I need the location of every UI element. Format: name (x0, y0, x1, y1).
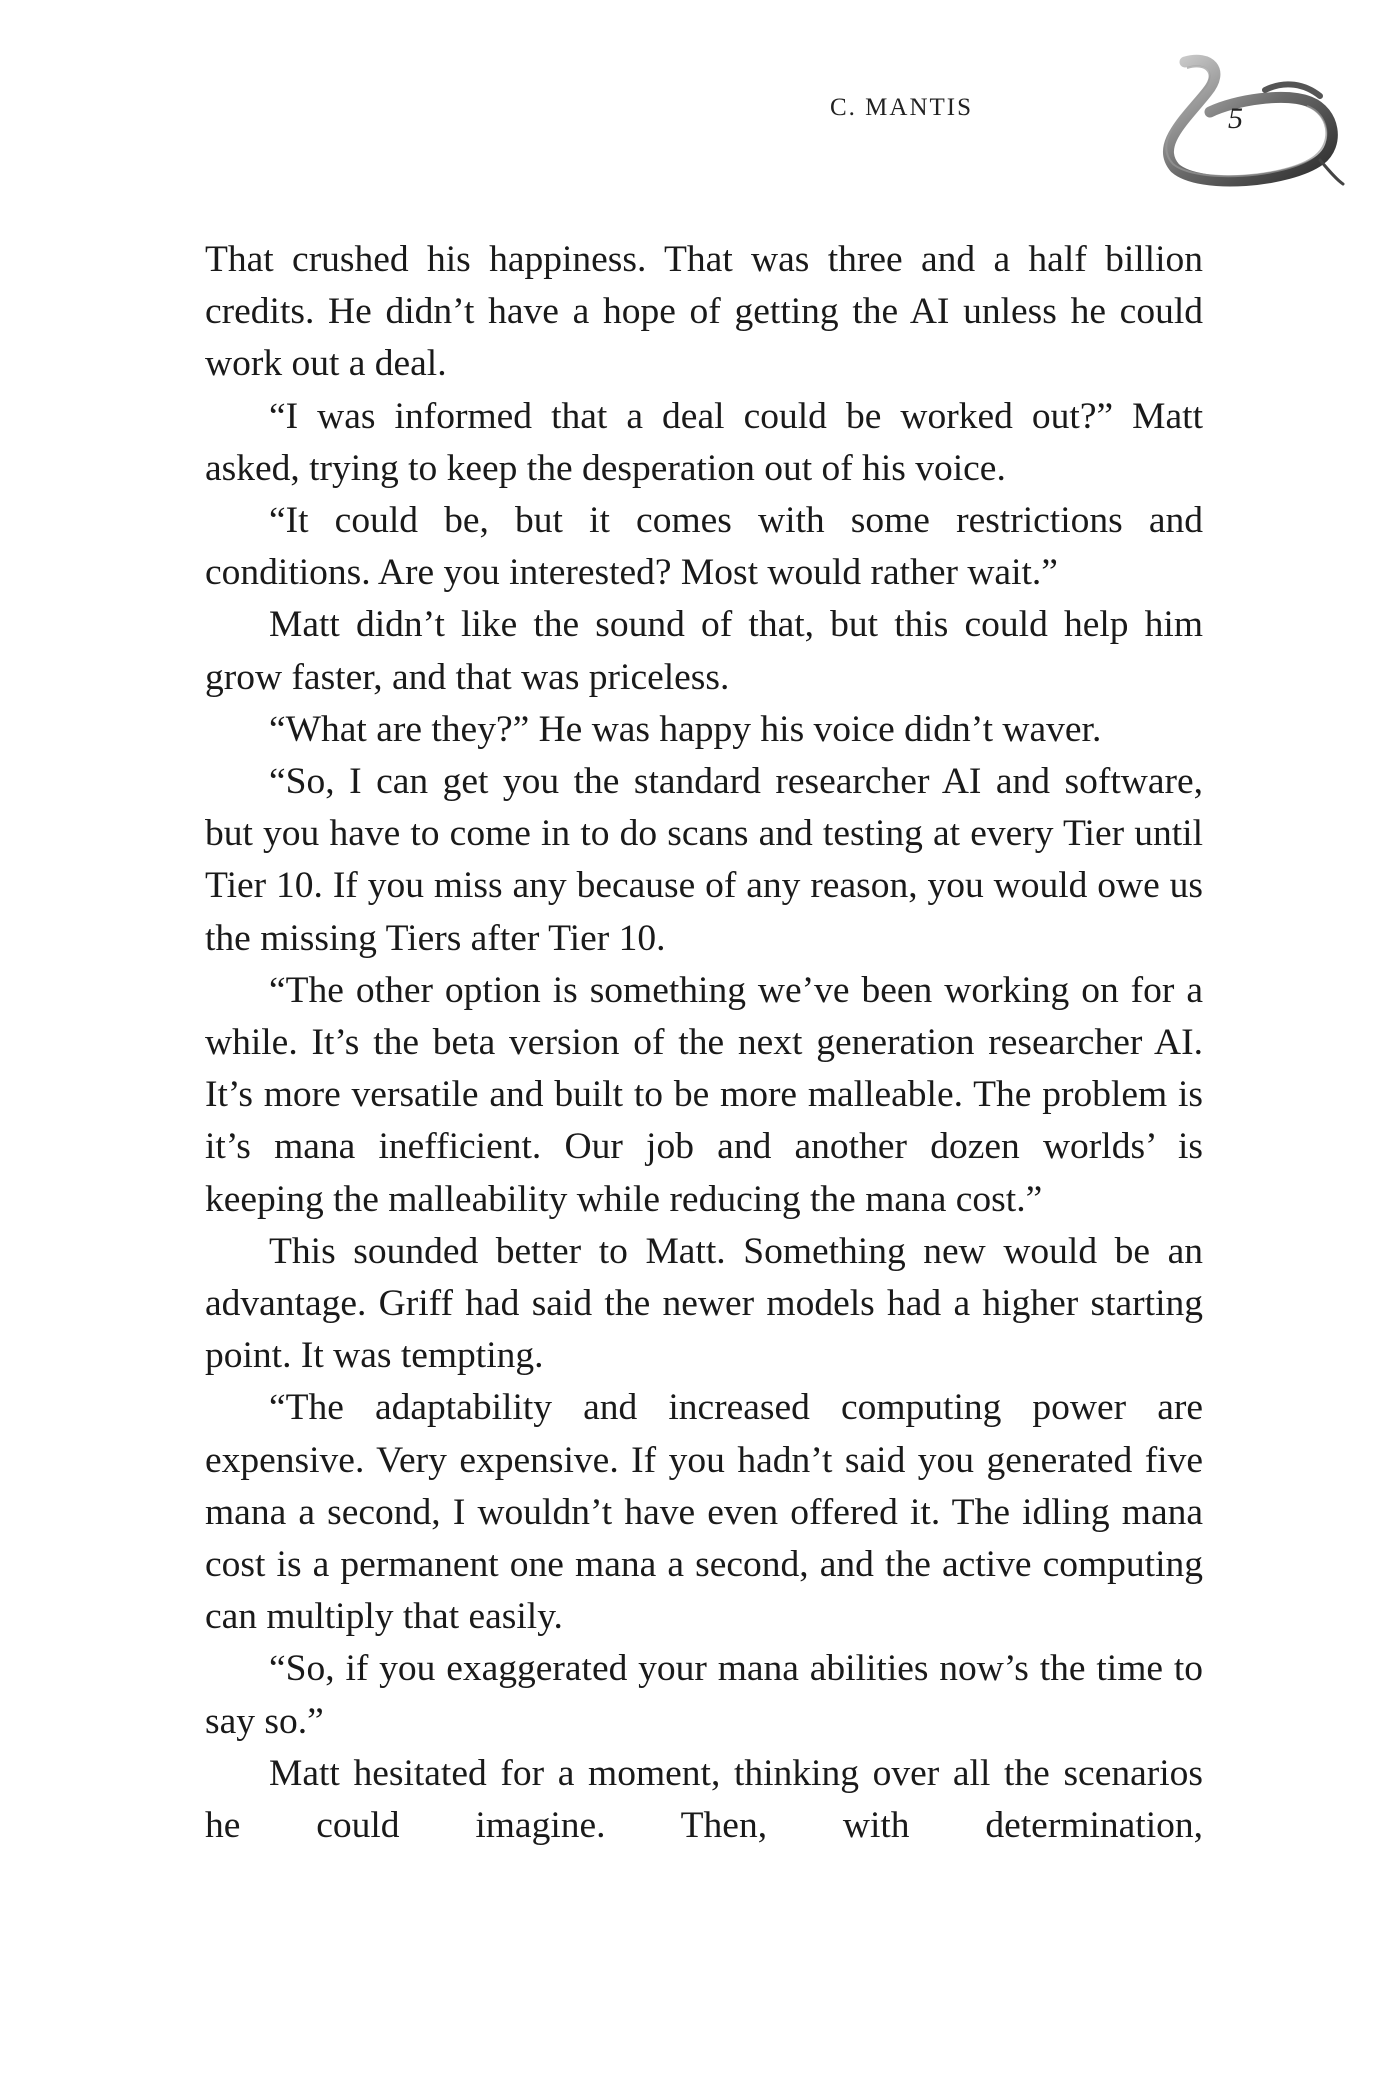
running-head: C. MANTIS (830, 94, 974, 121)
page-header (0, 80, 1400, 200)
paragraph: Matt hesitated for a moment, thinking over all the scenarios he could imagine. Then, with determination, (205, 1752, 1203, 1847)
paragraph: “It could be, but it comes with some restrictions and conditions. Are you interested? Most would rather wait.” (205, 500, 1203, 594)
paragraph: “I was informed that a deal could be worked out?” Matt asked, trying to keep the desperation out of his voice. (205, 395, 1203, 489)
paragraph: “So, I can get you the standard researcher AI and software, but you have to come in to do scans and testing at every Tier until Tier 10. If you miss any because of any reason, you would owe us the missing Tiers after Tier 10. (205, 761, 1203, 959)
paragraph: That crushed his happiness. That was three and a half billion credits. He didn’t have a hope of getting the AI unless he could work out a deal. (205, 239, 1203, 385)
page-number: 5 (1228, 102, 1243, 135)
paragraph: Matt didn’t like the sound of that, but this could help him grow faster, and that was priceless. (205, 604, 1203, 698)
paragraph: “So, if you exaggerated your mana abilities now’s the time to say so.” (205, 1648, 1203, 1742)
body-text (205, 234, 1203, 1852)
paragraph: This sounded better to Matt. Something new would be an advantage. Griff had said the newer models had a higher starting point. It was tempting. (205, 1230, 1203, 1377)
paragraph: “What are they?” He was happy his voice didn’t waver. (269, 708, 1102, 750)
paragraph: “The other option is something we’ve been working on for a while. It’s the beta version of the next generation researcher AI. It’s more versatile and built to be more malleable. The problem is it’s mana inefficient. Our job and another dozen worlds’ is keeping the malleability while reducing the mana cost.” (205, 969, 1203, 1220)
paragraph: “The adaptability and increased computing power are expensive. Very expensive. If you hadn’t said you generated five mana a second, I wouldn’t have even offered it. The idling mana cost is a permanent one mana a second, and the active computing can multiply that easily. (205, 1387, 1203, 1638)
